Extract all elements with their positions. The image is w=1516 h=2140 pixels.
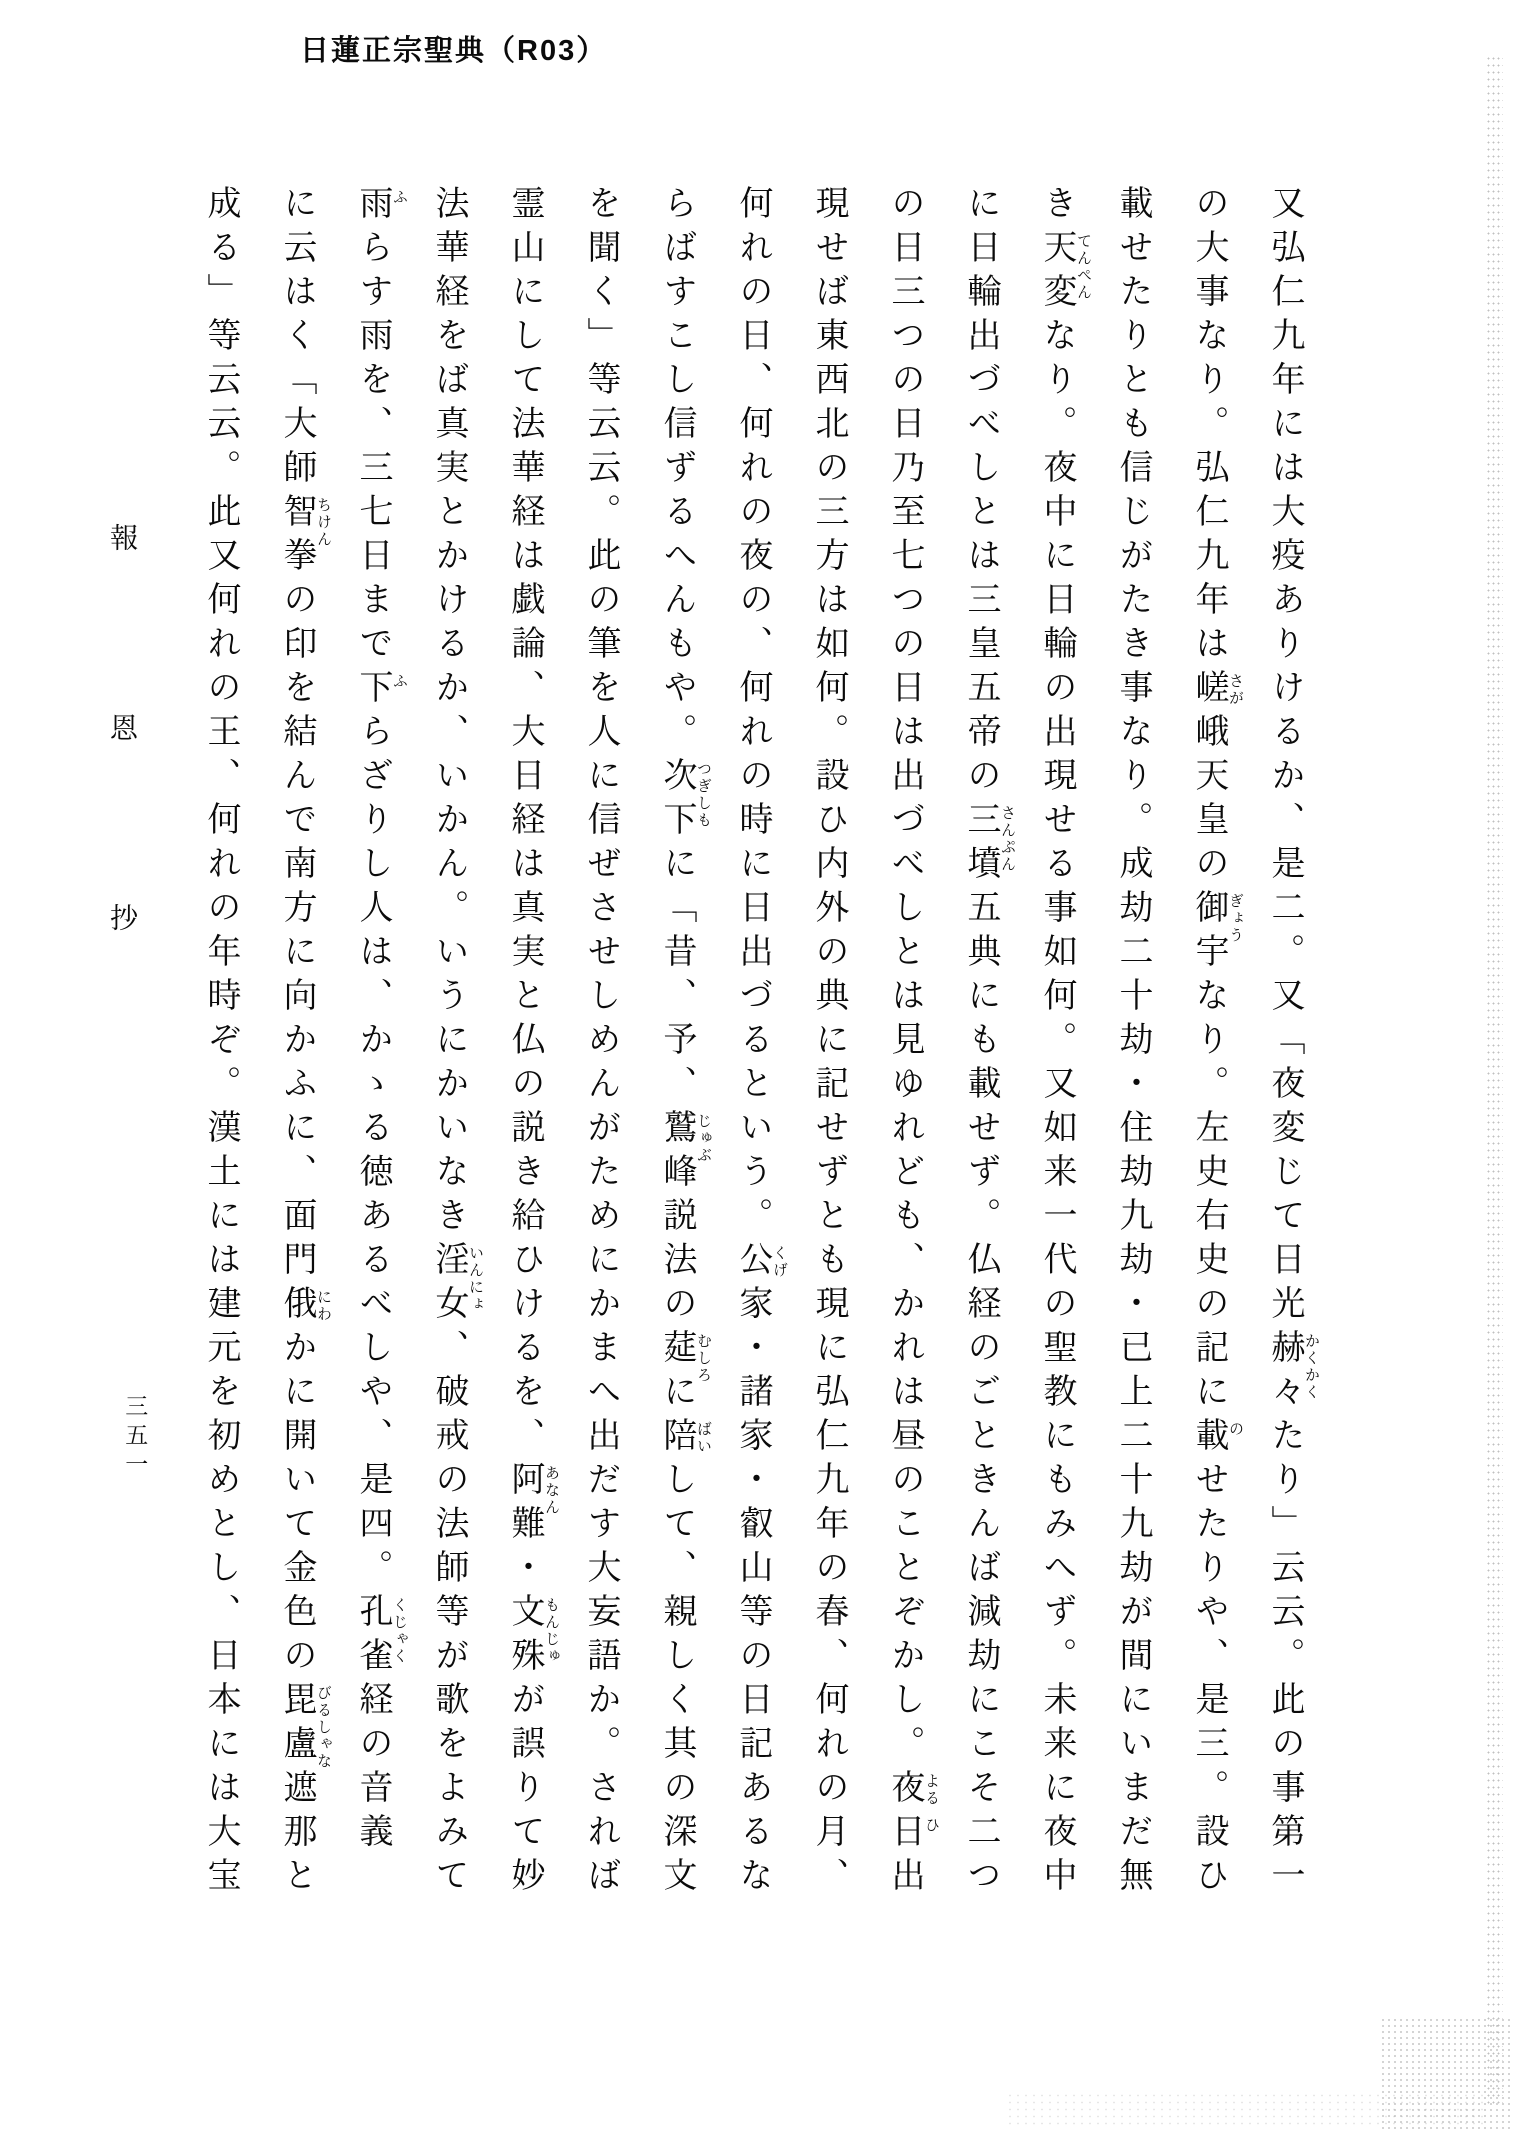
- text-column: らばすこし信ずるへんもや。次下 つぎしも に「昔、予、鷲峰 じゅぶ 説法の莚 むしろ に陪 ばい して、親しく其の深文: [658, 185, 711, 1901]
- side-title: 報恩抄: [106, 523, 137, 1093]
- text-column: を聞く」等云云。此の筆を人に信ぜさせしめんがためにかまへ出だす大妄語か。されば: [582, 185, 619, 1901]
- furigana: いんにょ: [467, 1245, 483, 1313]
- ruby-annotated-text: 孔雀 くじゃく: [354, 1593, 407, 1681]
- furigana: くげ: [771, 1245, 787, 1279]
- text-column: に日輪出づべしとは三皇五帝の三墳 さんぷん 五典にも載せず。仏経のごときんば減劫にこそ二つ: [962, 185, 1015, 1901]
- furigana: びるしゃな: [315, 1685, 331, 1770]
- ruby-annotated-text: 莚 むしろ: [658, 1329, 711, 1384]
- furigana: ふ: [391, 673, 407, 690]
- ruby-annotated-text: 文殊 もんじゅ: [506, 1593, 559, 1681]
- furigana: あなん: [543, 1465, 559, 1516]
- furigana: さが: [1227, 673, 1243, 707]
- ruby-annotated-text: 雨 ふ: [354, 185, 407, 229]
- scan-noise-right-edge: [1486, 55, 1503, 2105]
- text-column: 法華経をば真実とかけるか、いかん。いうにかいなき淫女 いんにょ 、破戒の法師等が歌をよみて: [430, 185, 483, 1901]
- furigana: ぎょう: [1227, 893, 1243, 944]
- furigana: ちけん: [315, 497, 331, 548]
- furigana: よる: [923, 1773, 939, 1807]
- ruby-annotated-text: 赫々 かくかく: [1266, 1329, 1319, 1417]
- furigana: てんぺん: [1075, 233, 1091, 301]
- ruby-annotated-text: 夜 よる: [886, 1769, 939, 1813]
- furigana: ふ: [391, 189, 407, 206]
- text-column: 載せたりとも信じがたき事なり。成劫二十劫・住劫九劫・已上二十九劫が間にいまだ無: [1114, 185, 1151, 1901]
- ruby-annotated-text: 陪 ばい: [658, 1417, 711, 1461]
- text-column: 霊山にして法華経は戯論、大日経は真実と仏の説き給ひけるを、阿難 あなん ・文殊 もんじゅ が誤りて妙: [506, 185, 559, 1901]
- furigana: もんじゅ: [543, 1597, 559, 1665]
- ruby-annotated-text: 阿難 あなん: [506, 1461, 559, 1549]
- header-title: 日蓮正宗聖典（R03）: [300, 35, 608, 67]
- furigana: むしろ: [695, 1333, 711, 1384]
- ruby-annotated-text: 下 ふ: [354, 669, 407, 713]
- ruby-annotated-text: 載 の: [1190, 1417, 1243, 1461]
- text-column: 現せば東西北の三方は如何。設ひ内外の典に記せずとも現に弘仁九年の春、何れの月、: [810, 185, 847, 1901]
- scan-noise-bottom-band: [1006, 2092, 1486, 2126]
- furigana: ひ: [923, 1817, 939, 1834]
- text-column: 雨 ふ らす雨を、三七日まで下 ふ らざりし人は、かゝる徳あるべしや、是四。孔雀 くじゃく 経の音義: [354, 185, 407, 1857]
- furigana: かくかく: [1303, 1333, 1319, 1401]
- text-column: の大事なり。弘仁九年は嵯峨 さが 天皇の御宇 ぎょう なり。左史右史の記に載 の せたりや、是三。設ひ: [1190, 185, 1243, 1901]
- text-column: き天変 てんぺん なり。夜中に日輪の出現せる事如何。又如来一代の聖教にもみへず。未来に夜中: [1038, 185, 1091, 1901]
- furigana: の: [1227, 1421, 1243, 1438]
- furigana: じゅぶ: [695, 1113, 711, 1164]
- text-column: に云はく「大師智拳 ちけん の印を結んで南方に向かふに、面門俄 にわ かに開いて金色の毘盧遮那 びるしゃな と: [278, 185, 331, 1901]
- text-column: 又弘仁九年には大疫ありけるか、是二。又「夜変じて日光赫々 かくかく たり」云云。此の事第一: [1266, 185, 1319, 1901]
- ruby-annotated-text: 天変 てんぺん: [1038, 229, 1091, 317]
- ruby-annotated-text: 智拳 ちけん: [278, 493, 331, 581]
- furigana: ばい: [695, 1421, 711, 1455]
- ruby-annotated-text: 公家 くげ: [734, 1241, 787, 1329]
- text-block: [193, 185, 1319, 1901]
- ruby-annotated-text: 日 ひ: [886, 1813, 939, 1857]
- ruby-annotated-text: 御宇 ぎょう: [1190, 889, 1243, 977]
- ruby-annotated-text: 鷲峰 じゅぶ: [658, 1109, 711, 1197]
- ruby-annotated-text: 淫女 いんにょ: [430, 1241, 483, 1329]
- furigana: にわ: [315, 1289, 331, 1323]
- ruby-annotated-text: 三墳 さんぷん: [962, 801, 1015, 889]
- ruby-annotated-text: 次下 つぎしも: [658, 757, 711, 845]
- ruby-annotated-text: 毘盧遮那 びるしゃな: [278, 1681, 331, 1857]
- furigana: さんぷん: [999, 805, 1015, 873]
- text-column: の日三つの日乃至七つの日は出づべしとは見ゆれども、かれは昼のことぞかし。夜 よる 日 ひ 出: [886, 185, 939, 1901]
- furigana: つぎしも: [695, 761, 711, 829]
- text-column: 成る」等云云。此又何れの王、何れの年時ぞ。漢土には建元を初めとし、日本には大宝: [202, 185, 239, 1901]
- furigana: くじゃく: [391, 1597, 407, 1665]
- text-column: 何れの日、何れの夜の、何れの時に日出づるという。公家 くげ ・諸家・叡山等の日記あるな: [734, 185, 787, 1901]
- page-number: 三五一: [122, 1394, 148, 1481]
- ruby-annotated-text: 俄 にわ: [278, 1285, 331, 1329]
- ruby-annotated-text: 嵯峨 さが: [1190, 669, 1243, 757]
